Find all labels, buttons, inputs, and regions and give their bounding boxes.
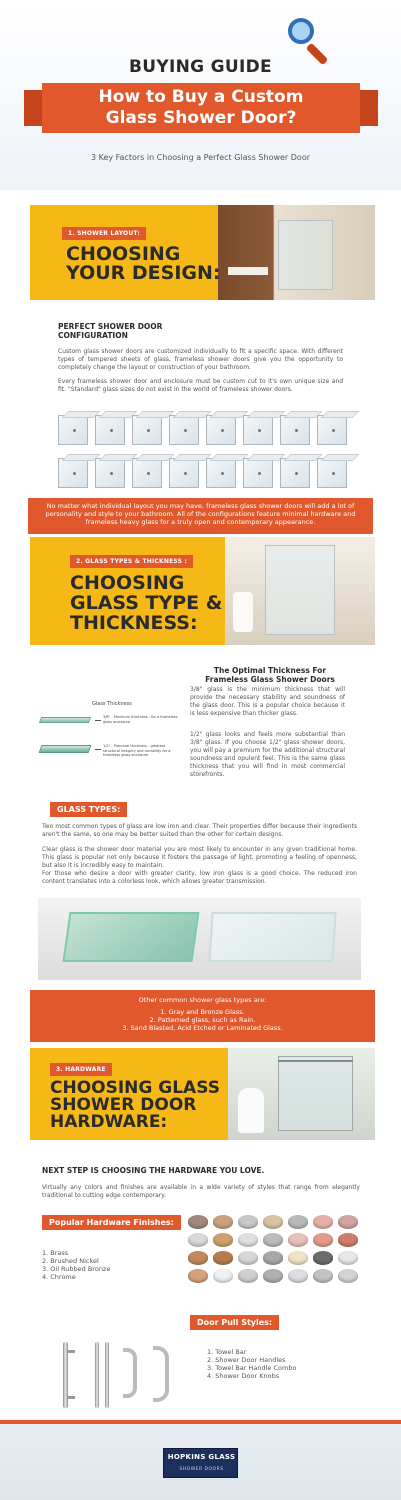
configuration-diagram — [206, 415, 236, 445]
diagram-title: Glass Thickness — [92, 701, 132, 707]
configuration-diagram — [169, 458, 199, 488]
optimal-paragraph-1: 3/8" glass is the minimum thickness that will provide the necessary stability and soundness of the glass door. This is a popular choice because it is less expensive than thicker glass. — [190, 686, 345, 717]
section3-tag: 3. HARDWARE — [50, 1063, 112, 1076]
section2-title-line-1: CHOOSING — [70, 572, 185, 594]
door-pull-styles-heading: Door Pull Styles: — [190, 1315, 279, 1330]
bathroom-photo-1 — [218, 205, 375, 300]
section2-title-line-3: THICKNESS: — [70, 612, 198, 634]
section1-tag: 1. SHOWER LAYOUT: — [62, 227, 146, 240]
knob-swatch — [338, 1269, 358, 1283]
optimal-heading-line-1: The Optimal Thickness For — [213, 666, 327, 675]
knob-swatch — [338, 1215, 358, 1229]
knob-swatch — [313, 1215, 333, 1229]
logo-line-2: SHOWER DOORS — [179, 1467, 224, 1472]
glass-samples-photo — [38, 898, 361, 980]
configuration-diagram — [95, 458, 125, 488]
section2-title — [70, 573, 222, 633]
finish-item: 4. Chrome — [42, 1273, 76, 1281]
door-pulls-list — [207, 1348, 296, 1380]
configuration-heading-line-2: CONFIGURATION — [58, 331, 128, 340]
knob-swatch — [238, 1251, 258, 1265]
configuration-diagram — [132, 458, 162, 488]
section3-title-line-2: SHOWER DOOR — [50, 1095, 197, 1115]
configuration-diagram — [280, 415, 310, 445]
configuration-diagram — [243, 415, 273, 445]
knob-swatch — [288, 1251, 308, 1265]
title-line-1: How to Buy a Custom — [98, 87, 304, 107]
low-iron-glass-sample — [208, 912, 336, 962]
finish-item: 1. Brass — [42, 1249, 69, 1257]
door-pull-item: 4. Shower Door Knobs — [207, 1372, 280, 1380]
door-pull-item: 2. Shower Door Handles — [207, 1356, 286, 1364]
section1-title-line-1: CHOOSING — [66, 243, 181, 265]
knob-swatch — [188, 1233, 208, 1247]
other-types-intro: Other common shower glass types are: — [138, 996, 267, 1004]
knob-swatch — [188, 1215, 208, 1229]
configuration-diagram — [280, 458, 310, 488]
configuration-paragraph-2: Every frameless shower door and enclosure must be custom cut to it's own unique size and fit. "Standard" glass sizes do not exist in the world of frameless shower doors. — [58, 378, 343, 393]
title-line-2: Glass Shower Door? — [105, 108, 297, 128]
knob-swatch — [238, 1269, 258, 1283]
configuration-heading — [58, 322, 162, 340]
configuration-diagram — [58, 415, 88, 445]
glass-types-paragraph-1: Two most common types of glass are low iron and clear. Their properties differ because their ingredients aren't the same, so one may be better suited than the other for certain designs. — [42, 823, 357, 838]
other-glass-types-banner — [30, 990, 375, 1042]
knob-swatch — [288, 1269, 308, 1283]
knob-swatch — [238, 1233, 258, 1247]
section3-title-line-3: HARDWARE: — [50, 1112, 168, 1132]
other-type-1: 1. Gray and Bronze Glass. — [160, 1008, 245, 1016]
other-type-2: 2. Patterned glass, such as Rain. — [149, 1016, 256, 1024]
configuration-paragraph-1: Custom glass shower doors are customized individually to fit a specific space. With different types of tempered sheets of glass, frameless shower doors give you the opportunity to completely change the layout or construction of your bathroom. — [58, 348, 343, 371]
knob-swatch — [288, 1215, 308, 1229]
finish-item: 2. Brushed Nickel — [42, 1257, 99, 1265]
configuration-diagram — [58, 458, 88, 488]
section2-tag: 2. GLASS TYPES & THICKNESS : — [70, 555, 193, 568]
bathroom-photo-2 — [225, 537, 375, 645]
finishes-heading: Popular Hardware Finishes: — [42, 1215, 181, 1230]
knob-swatch — [263, 1215, 283, 1229]
knob-swatch — [213, 1251, 233, 1265]
section1-title-line-2: YOUR DESIGN: — [66, 262, 221, 284]
door-pull-item: 3. Towel Bar Handle Combo — [207, 1364, 297, 1372]
hopkins-glass-logo — [163, 1448, 238, 1478]
page-subtitle: 3 Key Factors in Choosing a Perfect Glass Shower Door — [90, 153, 311, 162]
knob-swatch — [213, 1233, 233, 1247]
section3-title-line-1: CHOOSING GLASS — [50, 1078, 220, 1098]
knob-swatch — [313, 1251, 333, 1265]
hardware-next-step-paragraph: Virtually any colors and finishes are available in a wide variety of styles that range from elegantly traditional to cutting edge contemporary. — [42, 1184, 360, 1199]
knob-swatch — [313, 1233, 333, 1247]
glass-thickness-diagram — [40, 695, 180, 775]
configuration-heading-line-1: PERFECT SHOWER DOOR — [58, 322, 163, 331]
finishes-list — [42, 1249, 110, 1281]
configuration-diagram — [132, 415, 162, 445]
other-type-3: 3. Sand Blasted, Acid Etched or Laminated Glass. — [122, 1024, 283, 1032]
optimal-paragraph-2: 1/2" glass looks and feels more substantial than 3/8" glass. If you choose 1/2" glass shower doors, you will pay a premium for the additional structural soundness and opulent feel. This is the same glass thickness that you will find in most commercial storefronts. — [190, 731, 345, 778]
hardware-next-step-heading: NEXT STEP IS CHOOSING THE HARDWARE YOU LOVE. — [42, 1166, 265, 1175]
section1-banner: No matter what individual layout you may have, frameless glass shower doors will add a lot of personality and style to your bathroom. All of the configurations feature minimal hardware and frameless heavy glass for a truly open and contemporary appearance. — [28, 498, 373, 534]
buying-guide-kicker: BUYING GUIDE — [129, 57, 272, 77]
section2-title-line-2: GLASS TYPE & — [70, 592, 223, 614]
footer — [0, 1420, 401, 1500]
knob-swatch — [188, 1269, 208, 1283]
optimal-thickness-heading — [195, 666, 345, 684]
configuration-grid — [58, 410, 358, 490]
configuration-diagram — [317, 415, 347, 445]
knob-swatch — [238, 1215, 258, 1229]
glass-types-paragraph-3: For those who desire a door with greater clarity, low iron glass is a good choice. The reduced iron content translates into a colorless look, which allows greater transmission. — [42, 870, 357, 885]
configuration-diagram — [243, 458, 273, 488]
footer-top-rule — [0, 1420, 401, 1424]
configuration-diagram — [95, 415, 125, 445]
page-title — [42, 87, 360, 129]
knob-swatch — [213, 1215, 233, 1229]
magnifier-icon — [288, 18, 314, 44]
knob-swatch — [338, 1233, 358, 1247]
knob-swatch — [213, 1269, 233, 1283]
configuration-diagram — [206, 458, 236, 488]
knob-swatch — [263, 1269, 283, 1283]
knob-swatch — [288, 1233, 308, 1247]
knob-swatch — [188, 1251, 208, 1265]
diagram-label-minimum: 3/8" - Minimum thickness - for a frameless glass enclosure — [103, 715, 178, 724]
bathroom-photo-3 — [228, 1048, 375, 1140]
knob-swatch — [313, 1269, 333, 1283]
door-pull-handles-photo — [55, 1340, 185, 1410]
knob-swatch — [338, 1251, 358, 1265]
finish-item: 3. Oil Rubbed Bronze — [42, 1265, 111, 1273]
configuration-diagram — [317, 458, 347, 488]
glass-types-paragraph-2: Clear glass is the shower door material you are most likely to encounter in any given traditional home. This glass is popular not only because it fosters the passage of light, promoting a feeling of openness, but also it is incredibly easy to maintain. — [42, 846, 357, 869]
finish-swatches — [188, 1215, 363, 1295]
optimal-heading-line-2: Frameless Glass Shower Doors — [205, 675, 335, 684]
diagram-label-premium: 1/2" - Premium thickness - greatest structural integrity and durability for a frameless glass enclosure — [103, 744, 171, 757]
section1-title — [66, 245, 221, 283]
section3-title — [50, 1080, 220, 1131]
configuration-diagram — [169, 415, 199, 445]
glass-types-heading: GLASS TYPES: — [50, 802, 127, 817]
knob-swatch — [263, 1251, 283, 1265]
clear-glass-sample — [62, 912, 199, 962]
logo-line-1: HOPKINS GLASS — [167, 1453, 236, 1461]
door-pull-item: 1. Towel Bar — [207, 1348, 247, 1356]
knob-swatch — [263, 1233, 283, 1247]
hero-header — [0, 0, 401, 190]
